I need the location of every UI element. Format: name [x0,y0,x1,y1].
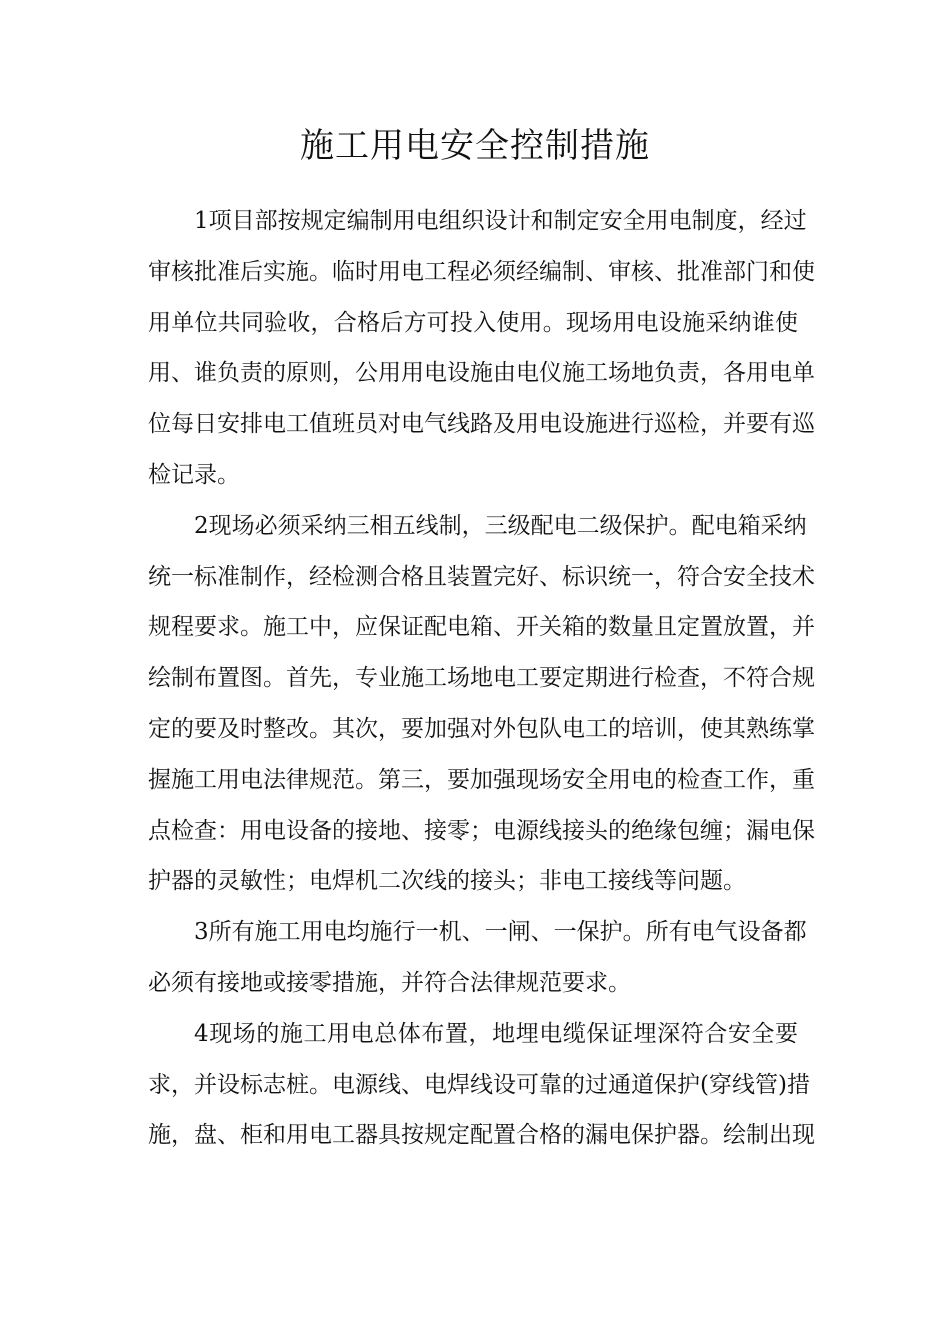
text-line: 求，并设标志桩。电源线、电焊线设可靠的过通道保护(穿线管)措 [148,1071,810,1098]
text-line: 检记录。 [148,461,240,488]
text-line: 统一标准制作，经检测合格且装置完好、标识统一，符合安全技术 [148,563,815,590]
document-title: 施工用电安全控制措施 [300,126,650,166]
text-line: 位每日安排电工值班员对电气线路及用电设施进行巡检，并要有巡 [148,411,815,438]
paragraph-3 [148,907,807,1009]
text-line: 护器的灵敏性；电焊机二次线的接头；非电工接线等问题。 [148,868,746,895]
paragraph-4 [148,1009,815,1161]
text-line: 2现场必须采纳三相五线制，三级配电二级保护。配电箱采纳 [194,512,807,539]
text-line: 4现场的施工用电总体布置，地埋电缆保证埋深符合安全要 [194,1020,798,1047]
text-line: 握施工用电法律规范。第三，要加强现场安全用电的检查工作，重 [148,766,815,793]
paragraph-2 [148,501,815,907]
text-line: 用单位共同验收，合格后方可投入使用。现场用电设施采纳谁使 [148,309,798,336]
text-line: 定的要及时整改。其次，要加强对外包队电工的培训，使其熟练掌 [148,715,815,742]
document-body [148,196,815,1161]
text-line: 1项目部按规定编制用电组织设计和制定安全用电制度，经过 [194,208,807,234]
text-line: 用、谁负责的原则，公用用电设施由电仪施工场地负责，各用电单 [148,360,815,387]
text-line: 必须有接地或接零措施，并符合法律规范要求。 [148,969,631,996]
text-line: 审核批准后实施。临时用电工程必须经编制、审核、批准部门和使 [148,258,815,285]
text-line: 绘制布置图。首先，专业施工场地电工要定期进行检查，不符合规 [148,665,815,692]
text-line: 施，盘、柜和用电工器具按规定配置合格的漏电保护器。绘制出现 [148,1122,815,1149]
text-line: 3所有施工用电均施行一机、一闸、一保护。所有电气设备都 [194,919,807,946]
paragraph-1 [148,196,815,501]
text-line: 规程要求。施工中，应保证配电箱、开关箱的数量且定置放置，并 [148,614,815,641]
text-line: 点检查：用电设备的接地、接零；电源线接头的绝缘包缠；漏电保 [148,817,815,844]
